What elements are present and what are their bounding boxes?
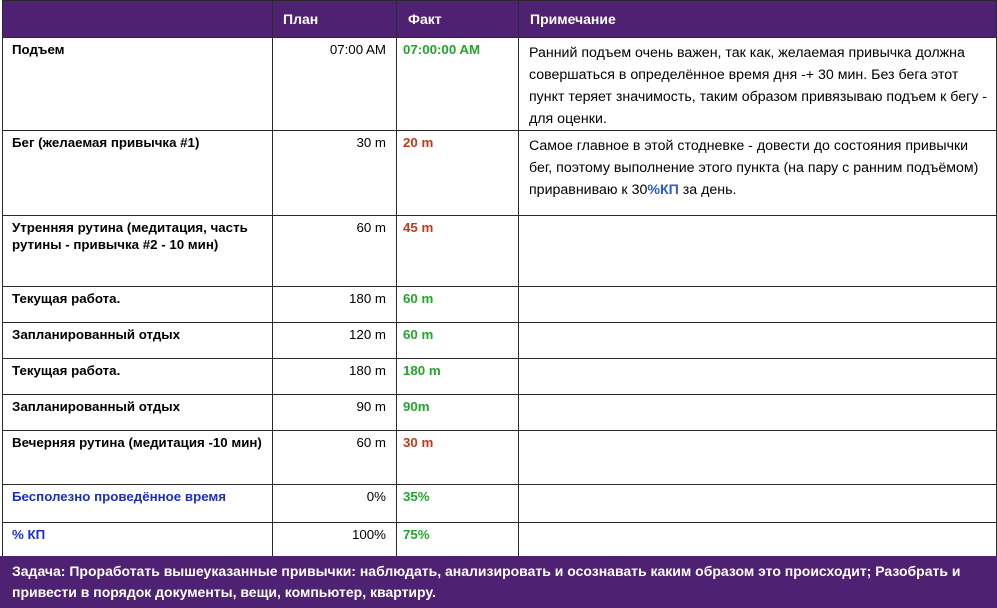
fact-value: 90m [403, 399, 430, 414]
table-row [3, 395, 997, 431]
fact-cell[interactable] [397, 131, 519, 216]
activity-cell[interactable] [3, 323, 273, 359]
activity-cell[interactable] [3, 287, 273, 323]
plan-cell[interactable] [273, 431, 397, 485]
activity-cell[interactable] [3, 431, 273, 485]
fact-cell[interactable] [397, 485, 519, 523]
fact-value: 35% [403, 489, 430, 504]
note-text-part: Самое главное в этой стодневке - довести до состояния привычки бег, поэтому выполнение этого пункта (на пару с ранним подъёмом) приравниваю к 30 [529, 138, 979, 198]
fact-cell[interactable] [397, 359, 519, 395]
fact-cell[interactable] [397, 323, 519, 359]
header-row [3, 1, 997, 38]
plan-cell[interactable] [273, 323, 397, 359]
table-row [3, 485, 997, 523]
fact-value: 30 m [403, 435, 434, 450]
habit-table [2, 0, 997, 560]
note-cell[interactable] [519, 431, 997, 485]
fact-value: 07:00:00 AM [403, 42, 481, 57]
fact-value: 60 m [403, 291, 434, 306]
activity-cell[interactable] [3, 131, 273, 216]
activity-label: Бесполезно проведённое время [12, 489, 227, 504]
fact-value: 180 m [403, 363, 441, 378]
plan-value: 07:00 AM [329, 42, 386, 57]
activity-label: Утренняя рутина (медитация, часть рутины - привычка #2 - 10 мин) [12, 220, 248, 252]
note-cell[interactable] [519, 287, 997, 323]
table-row [3, 431, 997, 485]
note-cell[interactable] [519, 38, 997, 131]
fact-cell[interactable] [397, 431, 519, 485]
table-row [3, 523, 997, 560]
note-cell[interactable] [519, 131, 997, 216]
plan-value: 100% [351, 527, 386, 542]
note-text [519, 131, 996, 201]
plan-cell[interactable] [273, 359, 397, 395]
activity-cell[interactable] [3, 395, 273, 431]
plan-cell[interactable] [273, 395, 397, 431]
table-row [3, 38, 997, 131]
plan-value: 180 m [349, 363, 386, 378]
table-row [3, 287, 997, 323]
fact-value: 20 m [403, 135, 434, 150]
note-text [519, 395, 996, 399]
task-text: Задача: Проработать вышеуказанные привычки: наблюдать, анализировать и осознавать каким образом это происходит; Разобрать и привести в порядок документы, вещи, компьютер, квартиру. [12, 563, 961, 600]
activity-label: % КП [12, 527, 46, 542]
plan-value: 120 m [349, 327, 386, 342]
activity-label: Вечерняя рутина (медитация -10 мин) [12, 435, 262, 450]
plan-cell[interactable] [273, 523, 397, 560]
activity-cell[interactable] [3, 523, 273, 560]
activity-cell[interactable] [3, 216, 273, 287]
activity-cell[interactable] [3, 38, 273, 131]
kp-highlight: %КП [647, 182, 679, 198]
note-text [519, 431, 996, 435]
task-footer [0, 556, 997, 608]
plan-value: 180 m [349, 291, 386, 306]
note-cell[interactable] [519, 395, 997, 431]
activity-label: Запланированный отдых [12, 327, 181, 342]
plan-cell[interactable] [273, 485, 397, 523]
table-row [3, 359, 997, 395]
note-cell[interactable] [519, 216, 997, 287]
plan-value: 30 m [356, 135, 386, 150]
activity-cell[interactable] [3, 485, 273, 523]
header-note: Примечание [519, 1, 997, 38]
plan-value: 60 m [356, 435, 386, 450]
header-fact: Факт [397, 1, 519, 38]
fact-cell[interactable] [397, 38, 519, 131]
table-row [3, 131, 997, 216]
note-cell[interactable] [519, 323, 997, 359]
activity-label: Подъем [12, 42, 65, 57]
fact-value: 75% [403, 527, 430, 542]
note-text [519, 485, 996, 489]
note-cell[interactable] [519, 359, 997, 395]
note-text [519, 359, 996, 363]
note-cell[interactable] [519, 485, 997, 523]
plan-cell[interactable] [273, 216, 397, 287]
fact-cell[interactable] [397, 523, 519, 560]
fact-cell[interactable] [397, 395, 519, 431]
table-row [3, 216, 997, 287]
header-plan: План [273, 1, 397, 38]
activity-label: Текущая работа. [12, 363, 121, 378]
plan-value: 90 m [356, 399, 386, 414]
activity-cell[interactable] [3, 359, 273, 395]
fact-value: 45 m [403, 220, 434, 235]
note-cell[interactable] [519, 523, 997, 560]
note-text [519, 523, 996, 527]
fact-cell[interactable] [397, 287, 519, 323]
activity-label: Бег (желаемая привычка #1) [12, 135, 200, 150]
note-text [519, 287, 996, 291]
plan-value: 0% [366, 489, 386, 504]
plan-cell[interactable] [273, 287, 397, 323]
note-text: Ранний подъем очень важен, так как, желаемая привычка должна совершаться в определённое время дня -+ 30 мин. Без бега этот пункт теряет значимость, таким образом привязываю подъем к бегу - для оценки. [529, 45, 988, 127]
note-text-part: за день. [678, 182, 737, 198]
note-text [519, 323, 996, 327]
activity-label: Запланированный отдых [12, 399, 181, 414]
activity-label: Текущая работа. [12, 291, 121, 306]
fact-value: 60 m [403, 327, 434, 342]
table-row [3, 323, 997, 359]
plan-cell[interactable] [273, 38, 397, 131]
plan-value: 60 m [356, 220, 386, 235]
fact-cell[interactable] [397, 216, 519, 287]
header-activity-cell [3, 1, 273, 38]
note-text [519, 216, 996, 220]
plan-cell[interactable] [273, 131, 397, 216]
